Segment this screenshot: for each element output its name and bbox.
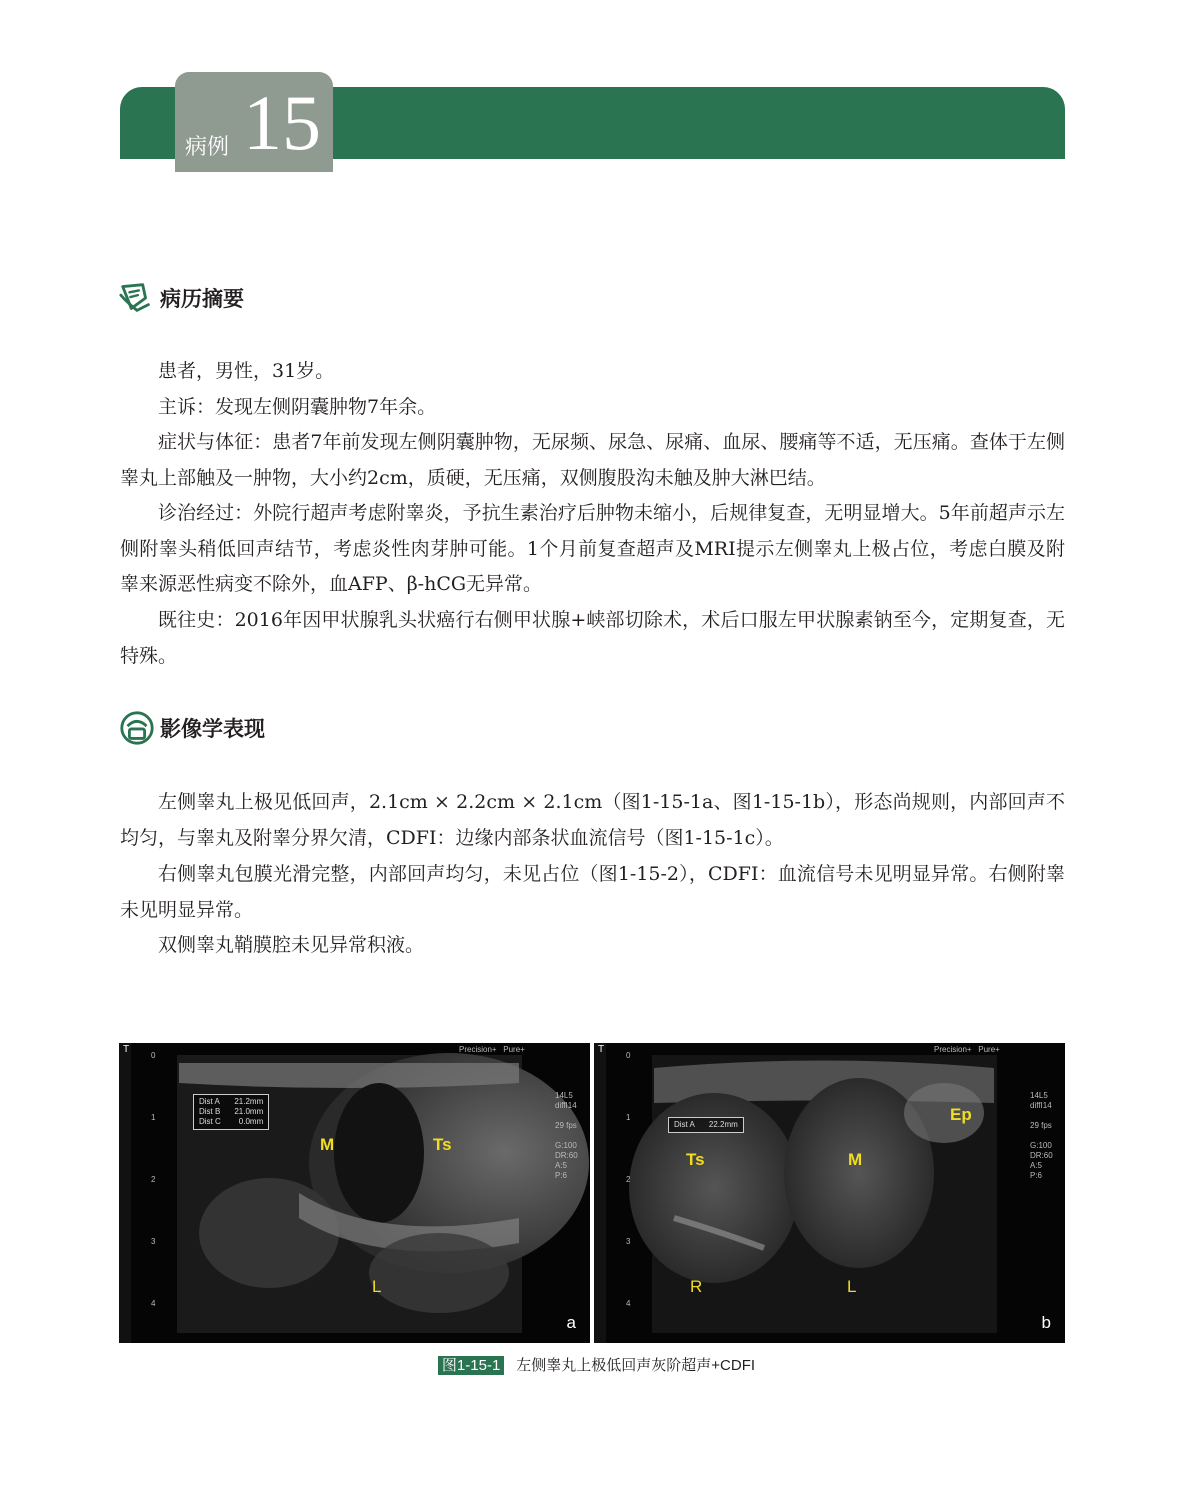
section-title: 病历摘要 [160, 287, 244, 311]
figure-number: 图1-15-1 [438, 1356, 504, 1375]
measurement-row [199, 1117, 263, 1127]
label-mass: M [320, 1135, 335, 1154]
depth-tick: 4 [626, 1299, 631, 1308]
hand-note-icon [118, 279, 156, 317]
measurement-box [668, 1117, 744, 1133]
section-heading-imaging [118, 708, 265, 748]
label-testis: Ts [433, 1135, 452, 1154]
measurement-name: Dist C [199, 1117, 221, 1126]
measurement-name: Dist A [674, 1120, 695, 1129]
depth-tick: 3 [151, 1237, 156, 1246]
paragraph: 主诉：发现左侧阴囊肿物7年余。 [158, 396, 437, 418]
label-left: L [372, 1277, 382, 1296]
ultrasound-panel-a [119, 1043, 590, 1343]
paragraph: 左侧睾丸上极见低回声，2.1cm × 2.2cm × 2.1cm（图1-15-1a、图1-15-1b），形态尚规则，内部回声不均匀，与睾丸及附睾分界欠清，CDFI：边缘内部条状血流信号（图1-15-1c）。 [120, 791, 1065, 849]
figure-caption [0, 1354, 1193, 1375]
paragraph: 患者，男性，31岁。 [158, 360, 335, 382]
paragraph: 右侧睾丸包膜光滑完整，内部回声均匀，未见占位（图1-15-2），CDFI：血流信号未见明显异常。右侧附睾未见明显异常。 [120, 863, 1065, 921]
depth-tick: 3 [626, 1237, 631, 1246]
label-mass: M [848, 1150, 863, 1169]
brand-text: Precision+ Pure+ [934, 1045, 1000, 1054]
scanner-icon [118, 709, 156, 747]
paragraph: 症状与体征：患者7年前发现左侧阴囊肿物，无尿频、尿急、尿痛、血尿、腰痛等不适，无压痛。查体于左侧睾丸上部触及一肿物，大小约2cm，质硬，无压痛，双侧腹股沟未触及肿大淋巴结。 [120, 431, 1065, 489]
paragraph: 诊治经过：外院行超声考虑附睾炎，予抗生素治疗后肿物未缩小，后规律复查，无明显增大。5年前超声示左侧附睾头稍低回声结节，考虑炎性肉芽肿可能。1个月前复查超声及MRI提示左侧睾丸上极占位，考虑白膜及附睾来源恶性病变不除外，血AFP、β-hCG无异常。 [120, 502, 1065, 595]
depth-tick: 4 [151, 1299, 156, 1308]
measurement-row [199, 1107, 263, 1117]
measurement-row [674, 1120, 738, 1130]
measurement-value: 21.2mm [234, 1097, 264, 1106]
measurement-name: Dist B [199, 1107, 221, 1116]
brand-text: Precision+ Pure+ [459, 1045, 525, 1054]
label-testis: Ts [686, 1150, 705, 1169]
label-epididymis: Ep [950, 1105, 972, 1124]
ultrasound-image-b [594, 1043, 1065, 1343]
depth-tick: 0 [151, 1051, 156, 1060]
measurement-value: 0.0mm [238, 1117, 264, 1126]
scanner-settings: 14L5 diffI14 29 fps G:100 DR:60 A:5 P:6 [1030, 1091, 1053, 1180]
probe-marker: T [598, 1044, 605, 1055]
case-label: 病例 [185, 135, 230, 160]
measurement-value: 22.2mm [708, 1120, 738, 1129]
ultrasound-image-a [119, 1043, 590, 1343]
panel-letter: a [566, 1313, 576, 1332]
measurement-name: Dist A [199, 1097, 220, 1106]
paragraph: 既往史：2016年因甲状腺乳头状癌行右侧甲状腺+峡部切除术，术后口服左甲状腺素钠至今，定期复查，无特殊。 [120, 609, 1065, 667]
probe-marker: T [123, 1044, 130, 1055]
label-right: R [690, 1277, 703, 1296]
ultrasound-panel-b [594, 1043, 1065, 1343]
measurement-row [199, 1097, 263, 1107]
depth-tick: 1 [626, 1113, 631, 1122]
depth-tick: 2 [151, 1175, 156, 1184]
case-number: 15 [243, 79, 321, 166]
panel-letter: b [1041, 1313, 1051, 1332]
measurement-box [193, 1094, 269, 1130]
depth-tick: 0 [626, 1051, 631, 1060]
label-left: L [847, 1277, 857, 1296]
depth-tick: 2 [626, 1175, 631, 1184]
section-heading-history [118, 278, 244, 318]
caption-text: 左侧睾丸上极低回声灰阶超声+CDFI [516, 1357, 756, 1374]
scanner-settings: 14L5 diffI14 29 fps G:100 DR:60 A:5 P:6 [555, 1091, 578, 1180]
paragraph: 双侧睾丸鞘膜腔未见异常积液。 [158, 934, 425, 956]
section-title: 影像学表现 [160, 717, 265, 741]
measurement-value: 21.0mm [234, 1107, 264, 1116]
depth-tick: 1 [151, 1113, 156, 1122]
